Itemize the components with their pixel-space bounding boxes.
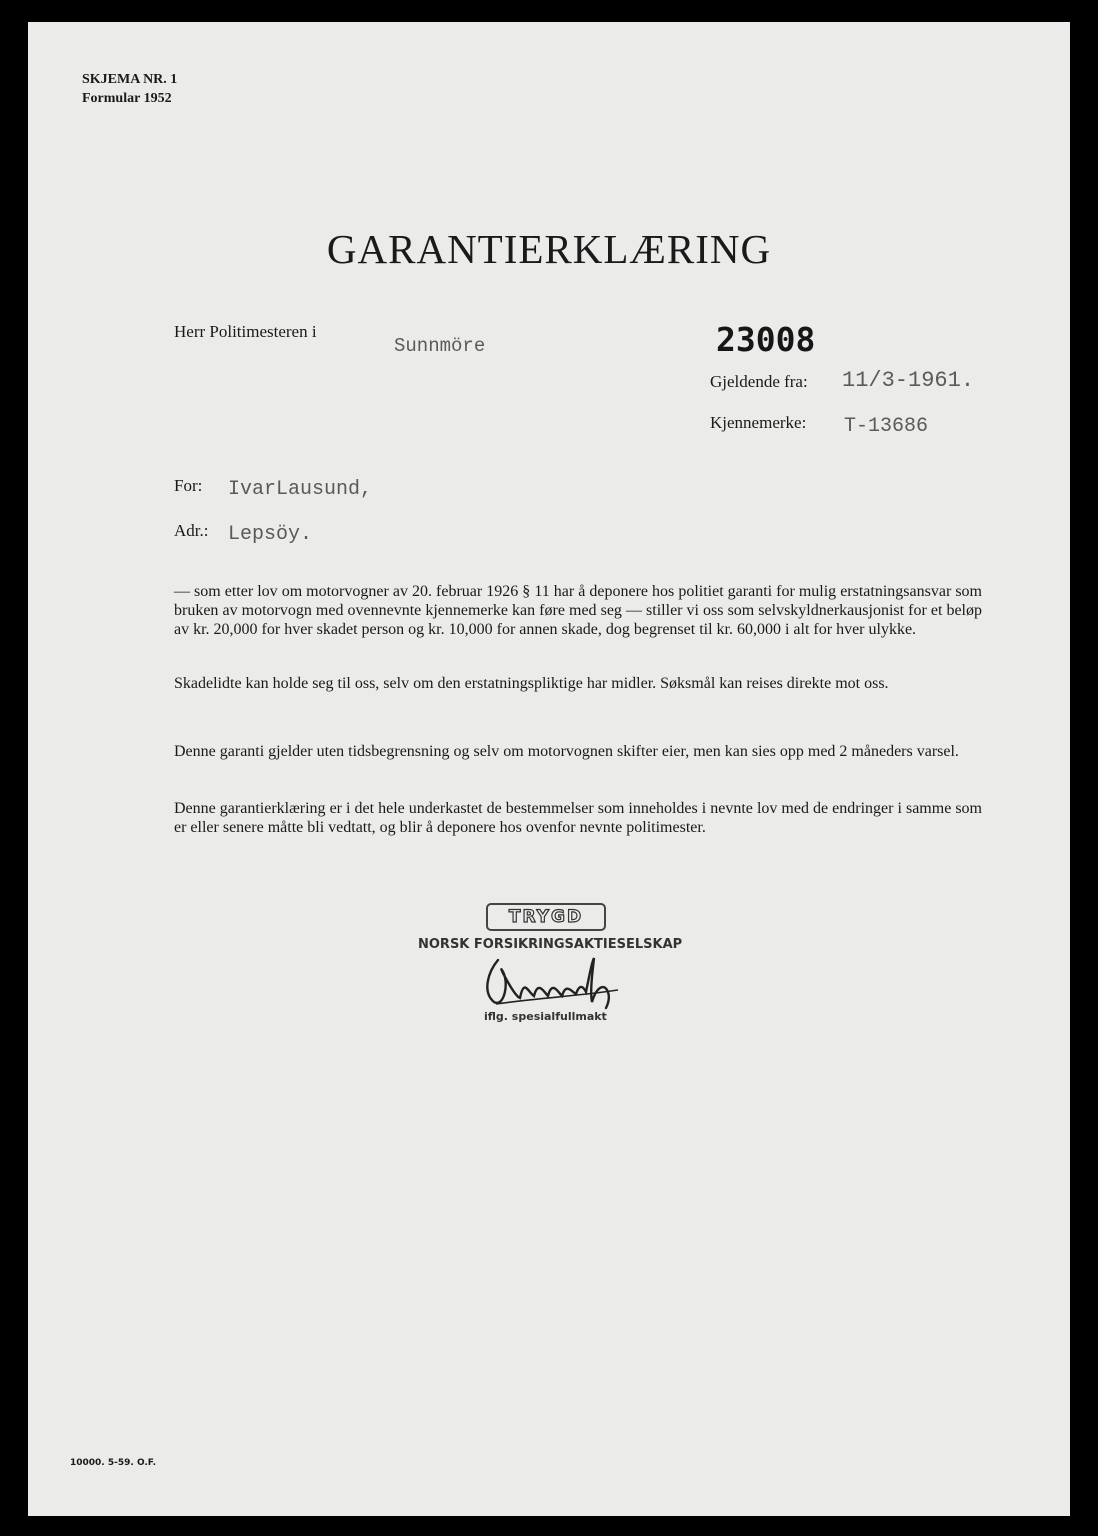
body-paragraph: Denne garantierklæring er i det hele underkastet de bestemmelser som inneholdes i nevnte lov med de endringer i samme som er eller senere måtte bli vedtatt, og blir å deponere hos ovenfor nevnte politimester.: [174, 800, 982, 836]
recipient-value: Sunnmöre: [394, 335, 486, 357]
for-value: IvarLausund,: [228, 478, 373, 501]
form-schema: SKJEMA NR. 1: [82, 72, 178, 87]
document-title: GARANTIERKLÆRING: [326, 226, 772, 272]
signature: [458, 952, 658, 1014]
form-header: [82, 70, 177, 108]
registration-label: Kjennemerke:: [710, 413, 807, 432]
form-formular: Formular 1952: [82, 91, 172, 106]
valid-from-label: Gjeldende fra:: [710, 372, 808, 391]
print-code: 10000. 5-59. O.F.: [70, 1458, 157, 1468]
recipient-label: Herr Politimesteren i: [174, 322, 317, 341]
valid-from-value: 11/3-1961.: [842, 368, 975, 393]
registration-value: T-13686: [844, 415, 929, 438]
address-value: Lepsöy.: [228, 523, 313, 546]
body-paragraph: Denne garanti gjelder uten tidsbegrensning og selv om motorvognen skifter eier, men kan sies opp med 2 måneders varsel.: [174, 743, 959, 760]
trygd-logo: TRYGD: [486, 903, 606, 931]
document-page: [28, 22, 1070, 1516]
address-label: Adr.:: [174, 521, 209, 540]
document-number: 23008: [716, 320, 816, 359]
authority-note: iflg. spesialfullmakt: [484, 1010, 607, 1023]
for-label: For:: [174, 476, 203, 495]
body-paragraph: Skadelidte kan holde seg til oss, selv om den erstatningspliktige har midler. Søksmål kan reises direkte mot oss.: [174, 675, 889, 692]
company-name: NORSK FORSIKRINGSAKTIESELSKAP: [418, 937, 683, 952]
body-paragraph: — som etter lov om motorvogner av 20. februar 1926 § 11 har å deponere hos politiet garanti for mulig erstatningsansvar som bruken av motorvogn med ovennevnte kjennemerke kan føre med seg — stiller vi oss som selvskyldnerkausjonist for et beløp av kr. 20,000 for hver skadet person og kr. 10,000 for annen skade, dog begrenset til kr. 60,000 i alt for hver ulykke.: [174, 583, 982, 638]
